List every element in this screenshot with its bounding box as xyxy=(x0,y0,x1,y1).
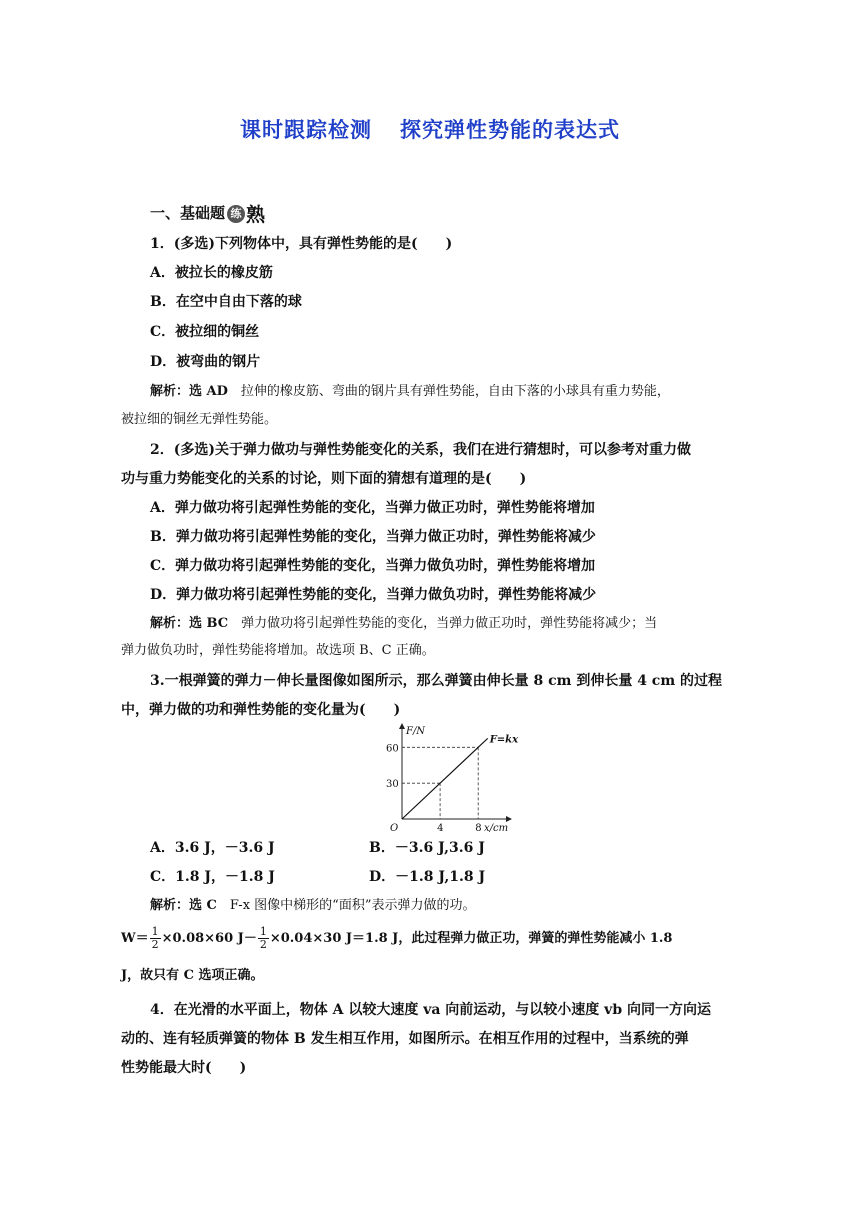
q3-option-b: B．－3.6 J,3.6 J xyxy=(369,840,485,856)
q2-option-a: A．弹力做功将引起弹性势能的变化，当弹力做正功时，弹性势能将增加 xyxy=(150,500,595,516)
line-label: F=kx xyxy=(489,734,519,746)
q1-solution-head: 解析：选 AD xyxy=(150,384,228,399)
x-tick-label-0: 4 xyxy=(437,823,444,834)
fraction-half-2 xyxy=(258,926,269,951)
q3-solution-line1: F-x 图像中梯形的“面积”表示弹力做的功。 xyxy=(216,898,476,913)
q2-stem-line2: 功与重力势能变化的关系的讨论，则下面的猜想有道理的是( ) xyxy=(121,471,527,487)
q2-option-c: C．弹力做功将引起弹性势能的变化，当弹力做负功时，弹性势能将增加 xyxy=(150,558,596,574)
x-tick-label-1: 8 xyxy=(475,823,482,834)
section-heading xyxy=(150,200,265,227)
q2-option-d: D．弹力做功将引起弹性势能的变化，当弹力做负功时，弹性势能将减少 xyxy=(150,587,597,603)
q3-solution-head: 解析：选 C xyxy=(150,898,217,913)
q4-line1: 4．在光滑的水平面上，物体 A 以较大速度 va 向前运动，与以较小速度 vb 向同一方向运 xyxy=(150,1002,711,1018)
fraction-numerator: 1 xyxy=(259,925,267,938)
q3-option-d: D．－1.8 J,1.8 J xyxy=(369,869,486,885)
fraction-half-1 xyxy=(150,926,161,951)
section-label: 一、基础题 xyxy=(150,204,226,222)
q3-stem-line2: 中，弹力做的功和弹性势能的变化量为( ) xyxy=(121,702,401,718)
q3-stem-line1: 3.一根弹簧的弹力－伸长量图像如图所示，那么弹簧由伸长量 8 cm 到伸长量 4 cm 的过程 xyxy=(150,673,723,689)
q1-option-c: C．被拉细的铜丝 xyxy=(150,324,260,340)
fraction-numerator: 1 xyxy=(151,925,159,938)
origin-label: O xyxy=(390,823,399,834)
q3-solution-line3: J，故只有 C 选项正确。 xyxy=(121,968,264,983)
q3-solution xyxy=(150,896,475,916)
series-line xyxy=(402,738,488,819)
fraction-denominator: 2 xyxy=(259,938,267,951)
q4-line2: 动的、连有轻质弹簧的物体 B 发生相互作用，如图所示。在相互作用的过程中，当系统的弹 xyxy=(121,1031,689,1047)
fraction-denominator: 2 xyxy=(151,938,159,951)
q2-solution-head: 解析：选 BC xyxy=(150,616,229,631)
page-title xyxy=(0,114,860,144)
title-part2: 探究弹性势能的表达式 xyxy=(400,118,620,142)
section-badge: 练 xyxy=(227,205,245,223)
y-axis-arrow xyxy=(399,723,405,729)
q3-option-c: C．1.8 J，－1.8 J xyxy=(150,869,275,885)
q1-option-b: B．在空中自由下落的球 xyxy=(150,294,302,310)
formula-part1: ×0.08×60 J－ xyxy=(161,931,257,946)
section-big-char: 熟 xyxy=(246,204,266,226)
q1-solution-line2: 被拉细的铜丝无弹性势能。 xyxy=(121,412,278,427)
q2-stem-line1: 2．(多选)关于弹力做功与弹性势能变化的关系，我们在进行猜想时，可以参考对重力做 xyxy=(150,442,691,458)
q2-option-b: B．弹力做功将引起弹性势能的变化，当弹力做正功时，弹性势能将减少 xyxy=(150,529,596,545)
force-extension-chart xyxy=(362,722,519,834)
q2-solution-line2: 弹力做负功时，弹性势能将增加。故选项 B、C 正确。 xyxy=(121,643,435,658)
x-axis-label: x/cm xyxy=(484,823,509,834)
q1-option-d: D．被弯曲的钢片 xyxy=(150,354,261,370)
y-axis-label: F/N xyxy=(406,726,426,737)
q3-solution-formula xyxy=(121,926,672,952)
formula-part2: ×0.04×30 J＝1.8 J，此过程弹力做正功，弹簧的弹性势能减小 1.8 xyxy=(269,931,673,946)
y-tick-label-1: 60 xyxy=(386,743,399,755)
q2-solution-line1: 弹力做功将引起弹性势能的变化，当弹力做正功时，弹性势能将减少；当 xyxy=(228,616,658,631)
q2-solution xyxy=(150,614,657,634)
q3-option-a: A．3.6 J，－3.6 J xyxy=(150,840,275,856)
q1-solution-line1: 拉伸的橡皮筋、弯曲的钢片具有弹性势能，自由下落的小球具有重力势能， xyxy=(227,384,670,399)
q1-solution xyxy=(150,382,670,402)
formula-w: W＝ xyxy=(121,931,149,946)
y-tick-label-0: 30 xyxy=(386,779,399,791)
q1-stem: 1．(多选)下列物体中，具有弹性势能的是( ) xyxy=(150,236,453,252)
q4-line3: 性势能最大时( ) xyxy=(121,1060,247,1076)
title-part1: 课时跟踪检测 xyxy=(240,118,372,142)
x-axis-arrow xyxy=(506,816,512,822)
q1-option-a: A．被拉长的橡皮筋 xyxy=(150,265,273,281)
